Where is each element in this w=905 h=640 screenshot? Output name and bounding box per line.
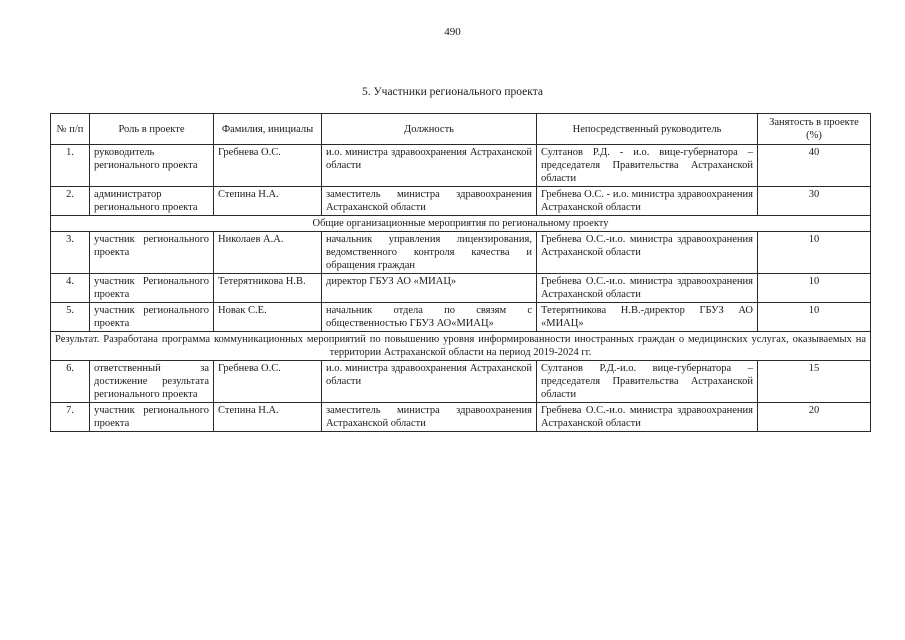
row-name: Гребнева О.С. (214, 145, 322, 187)
row-role: участник регионального проекта (90, 403, 214, 432)
section-title: 5. Участники регионального проекта (362, 86, 543, 98)
row-position: начальник управления лицензирования, ведомственного контроля качества и обращения граждан (322, 232, 537, 274)
row-num: 7. (51, 403, 90, 432)
row-name: Гребнева О.С. (214, 361, 322, 403)
row-num: 3. (51, 232, 90, 274)
row-position: и.о. министра здравоохранения Астраханской области (322, 361, 537, 403)
row-name: Новак С.Е. (214, 303, 322, 332)
table-row (51, 403, 871, 432)
group-row (51, 216, 871, 232)
row-supervisor: Гребнева О.С.-и.о. министра здравоохранения Астраханской области (537, 274, 758, 303)
row-num: 5. (51, 303, 90, 332)
row-supervisor: Гребнева О.С.-и.о. министра здравоохранения Астраханской области (537, 232, 758, 274)
page-number: 490 (444, 26, 461, 38)
row-occupancy: 10 (758, 303, 871, 332)
group-row (51, 332, 871, 361)
row-name: Николаев А.А. (214, 232, 322, 274)
result-heading: Результат. Разработана программа коммуникационных мероприятий по повышению уровня информированности иностранных граждан о медицинских услугах, оказываемых на территории Астраханской области на период 2019-2024 гг. (51, 332, 871, 361)
row-role: администратор регионального проекта (90, 187, 214, 216)
header-position: Должность (322, 114, 537, 145)
table-row (51, 274, 871, 303)
row-supervisor: Гребнева О.С. - и.о. министра здравоохранения Астраханской области (537, 187, 758, 216)
row-position: директор ГБУЗ АО «МИАЦ» (322, 274, 537, 303)
table-row (51, 187, 871, 216)
row-position: заместитель министра здравоохранения Астраханской области (322, 403, 537, 432)
row-role: участник регионального проекта (90, 303, 214, 332)
table-row (51, 145, 871, 187)
row-occupancy: 15 (758, 361, 871, 403)
participants-table (50, 113, 871, 432)
table-row (51, 361, 871, 403)
row-name: Степина Н.А. (214, 403, 322, 432)
row-occupancy: 10 (758, 232, 871, 274)
header-supervisor: Непосредственный руководитель (537, 114, 758, 145)
row-num: 4. (51, 274, 90, 303)
table-row (51, 303, 871, 332)
row-supervisor: Султанов Р.Д. - и.о. вице-губернатора – председателя Правительства Астраханской области (537, 145, 758, 187)
row-position: заместитель министра здравоохранения Астраханской области (322, 187, 537, 216)
table-row (51, 232, 871, 274)
header-role: Роль в проекте (90, 114, 214, 145)
row-num: 6. (51, 361, 90, 403)
row-occupancy: 40 (758, 145, 871, 187)
row-occupancy: 10 (758, 274, 871, 303)
row-num: 2. (51, 187, 90, 216)
row-role: участник Регионального проекта (90, 274, 214, 303)
row-name: Тетерятникова Н.В. (214, 274, 322, 303)
header-num: № п/п (51, 114, 90, 145)
row-occupancy: 30 (758, 187, 871, 216)
group-heading: Общие организационные мероприятия по региональному проекту (51, 216, 871, 232)
row-role: ответственный за достижение результата регионального проекта (90, 361, 214, 403)
table-header-row (51, 114, 871, 145)
header-name: Фамилия, инициалы (214, 114, 322, 145)
row-name: Степина Н.А. (214, 187, 322, 216)
row-supervisor: Тетерятникова Н.В.-директор ГБУЗ АО «МИАЦ» (537, 303, 758, 332)
row-position: и.о. министра здравоохранения Астраханской области (322, 145, 537, 187)
row-supervisor: Гребнева О.С.-и.о. министра здравоохранения Астраханской области (537, 403, 758, 432)
row-role: руководитель регионального проекта (90, 145, 214, 187)
row-position: начальник отдела по связям с общественностью ГБУЗ АО«МИАЦ» (322, 303, 537, 332)
row-occupancy: 20 (758, 403, 871, 432)
header-occupancy: Занятость в проекте (%) (758, 114, 871, 145)
row-supervisor: Султанов Р.Д.-и.о. вице-губернатора – председателя Правительства Астраханской области (537, 361, 758, 403)
row-num: 1. (51, 145, 90, 187)
row-role: участник регионального проекта (90, 232, 214, 274)
